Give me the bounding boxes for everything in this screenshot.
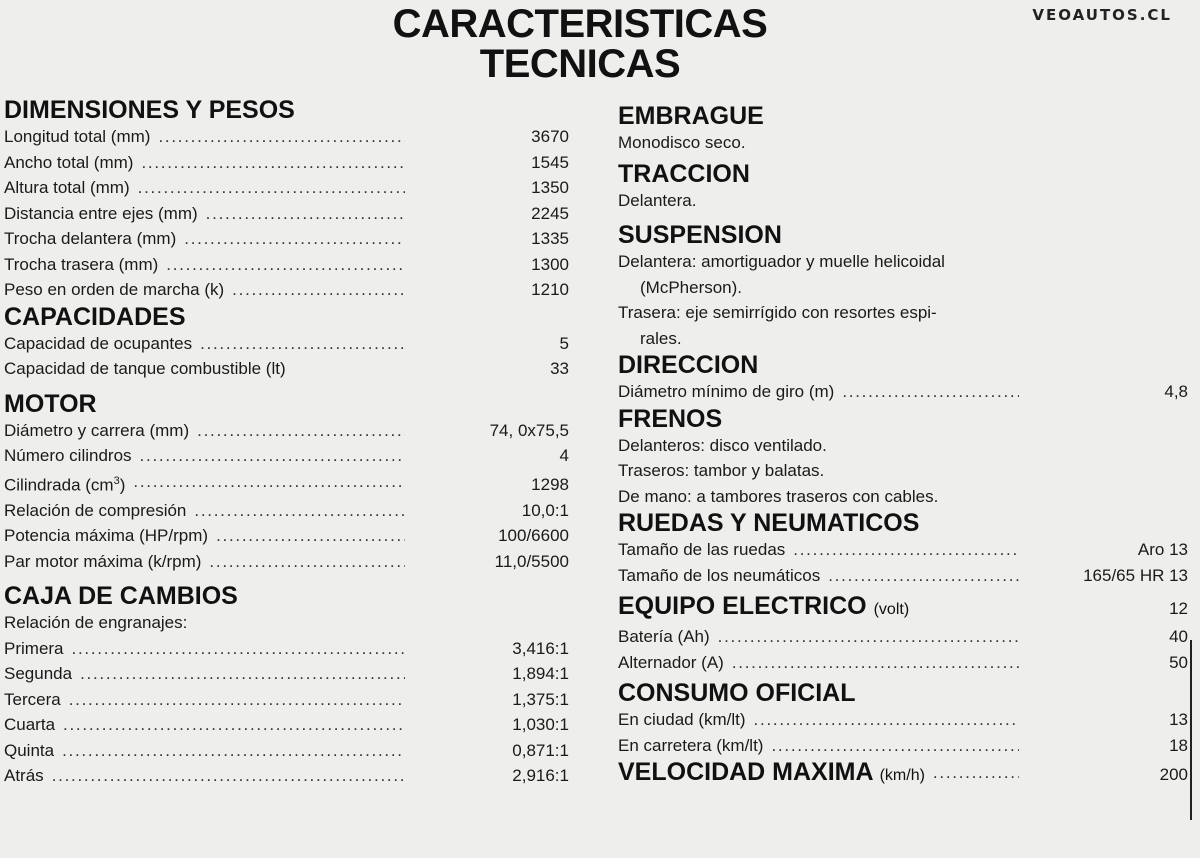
spec-label: Capacidad de ocupantes [4,333,193,353]
section-heading-embrague: EMBRAGUE [618,102,764,130]
spec-label: Alternador (A) [618,652,724,672]
spec-label: Número cilindros [4,446,132,465]
spec-row [4,636,574,662]
watermark: VEOAUTOS.CL [1032,6,1172,24]
spec-label: En ciudad (km/lt) [618,710,746,729]
spec-row [4,469,574,498]
spec-label: Atrás [4,766,44,786]
spec-value: 1300 [531,254,569,274]
section-heading-equipo: EQUIPO ELECTRICO (volt) [618,592,910,620]
spec-value: 165/65 HR 13 [1083,565,1188,585]
spec-row [4,549,574,575]
spec-label: Peso en orden de marcha (k) [4,280,225,299]
spec-label: Ancho total (mm) [4,152,134,172]
unit-label: (km/h) [879,767,925,784]
section-heading-direccion: DIRECCION [618,351,759,379]
spec-label: Tamaño de las ruedas [618,540,786,559]
spec-label: Segunda [4,664,73,684]
spec-text: Delantera: amortiguador y muelle helicoidal [618,252,945,271]
spec-value: 1335 [531,229,569,248]
spec-value: 1298 [531,475,569,495]
spec-row [4,175,574,201]
spec-text: rales. [640,328,682,348]
spec-value: Aro 13 [1137,540,1188,559]
spec-text: Delantera. [618,190,697,210]
section-heading-consumo: CONSUMO OFICIAL [618,679,856,707]
spec-row [618,563,1193,589]
spec-row [4,356,574,382]
unit-label: (volt) [873,601,910,618]
spec-row [4,201,574,227]
spec-row [618,537,1193,563]
spec-row [4,124,574,150]
spec-label: Tercera [4,689,61,709]
spec-label: Potencia máxima (HP/rpm) [4,526,209,546]
spec-value: 13 [1169,710,1188,729]
spec-label: Batería (Ah) [618,627,710,646]
spec-label: Diámetro y carrera (mm) [4,420,190,440]
spec-value: 0,871:1 [512,740,569,760]
spec-row [4,252,574,278]
spec-label: Capacidad de tanque combustible (lt) [4,359,286,378]
section-heading-suspension: SUSPENSION [618,221,782,249]
section-heading-traccion: TRACCION [618,159,750,188]
spec-label: Tamaño de los neumáticos [618,565,821,585]
spec-text: (McPherson). [640,277,743,297]
edge-rule [1190,640,1192,820]
spec-row [4,498,574,524]
spec-value: 12 [1169,599,1188,618]
spec-value: 2,916:1 [512,766,569,786]
spec-row [4,661,574,687]
spec-text: De mano: a tambores traseros con cables. [618,486,939,506]
spec-label: Cuarta [4,715,56,735]
spec-row [4,712,574,738]
spec-label: En carretera (km/lt) [618,735,764,755]
spec-row [4,331,574,357]
spec-label: Par motor máxima (k/rpm) [4,551,202,571]
spec-value: 1545 [531,152,569,172]
spec-row [618,650,1193,676]
spec-value: 1350 [531,178,569,197]
spec-value: 10,0:1 [521,500,569,520]
title-line-1: CARACTERISTICAS [392,2,768,46]
spec-value: 200 [1159,765,1188,784]
right-column [618,102,1193,790]
spec-label: Diámetro mínimo de giro (m) [618,382,835,401]
spec-value: 50 [1169,652,1188,672]
spec-row [618,592,1193,624]
spec-text: Monodisco seco. [618,133,746,152]
spec-row [4,226,574,252]
spec-row [618,624,1193,650]
left-column [4,96,574,789]
spec-value: 18 [1169,735,1188,755]
spec-value: 74, 0x75,5 [489,420,569,440]
spec-row [4,277,574,303]
spec-text: Delanteros: disco ventilado. [618,435,827,455]
spec-row [4,418,574,444]
spec-value: 40 [1169,627,1188,646]
spec-text: Traseros: tambor y balatas. [618,461,825,480]
section-heading-velocidad: VELOCIDAD MAXIMA (km/h) [618,758,925,786]
spec-value: 2245 [531,203,569,223]
section-heading-capacidades: CAPACIDADES [4,302,186,331]
spec-label: Relación de compresión [4,500,187,520]
spec-value: 4,8 [1164,382,1188,401]
spec-row [618,707,1193,733]
spec-value: 1,375:1 [512,689,569,709]
spec-label: Cilindrada $(cm^3)$ [4,474,126,495]
spec-row [618,758,1193,790]
spec-row [4,443,574,469]
page-title [350,4,810,84]
section-heading-caja: CAJA DE CAMBIOS [4,582,238,611]
spec-value: 1210 [531,280,569,299]
spec-label: Distancia entre ejes (mm) [4,203,198,223]
spec-label: Trocha trasera (mm) [4,254,159,274]
spec-row [4,150,574,176]
spec-label: Primera [4,638,64,658]
title-line-2: TECNICAS [479,42,681,86]
spec-row [4,523,574,549]
spec-label: Altura total (mm) [4,178,130,197]
spec-text: Trasera: eje semirrígido con resortes espi- [618,303,937,322]
spec-row [4,738,574,764]
spec-value: 3,416:1 [512,638,569,658]
spec-label: Longitud total (mm) [4,127,151,146]
spec-value: 11,0/5500 [494,551,569,571]
spec-row [4,687,574,713]
spec-value: 4 [559,446,569,465]
section-heading-motor: MOTOR [4,389,97,418]
spec-value: 1,894:1 [512,664,569,684]
spec-row [4,763,574,789]
section-heading-dimensiones: DIMENSIONES Y PESOS [4,96,295,124]
section-heading-frenos: FRENOS [618,404,723,433]
spec-label: Trocha delantera (mm) [4,229,177,248]
section-heading-ruedas: RUEDAS Y NEUMATICOS [618,509,920,537]
spec-label: Quinta [4,740,55,760]
spec-value: 3670 [531,127,569,146]
spec-row [618,379,1193,405]
section-subtitle: Relación de engranajes: [4,613,188,633]
spec-value: 5 [559,333,569,353]
spec-value: 1,030:1 [512,715,569,735]
spec-value: 100/6600 [498,526,569,546]
spec-row [618,733,1193,759]
spec-value: 33 [550,359,569,378]
